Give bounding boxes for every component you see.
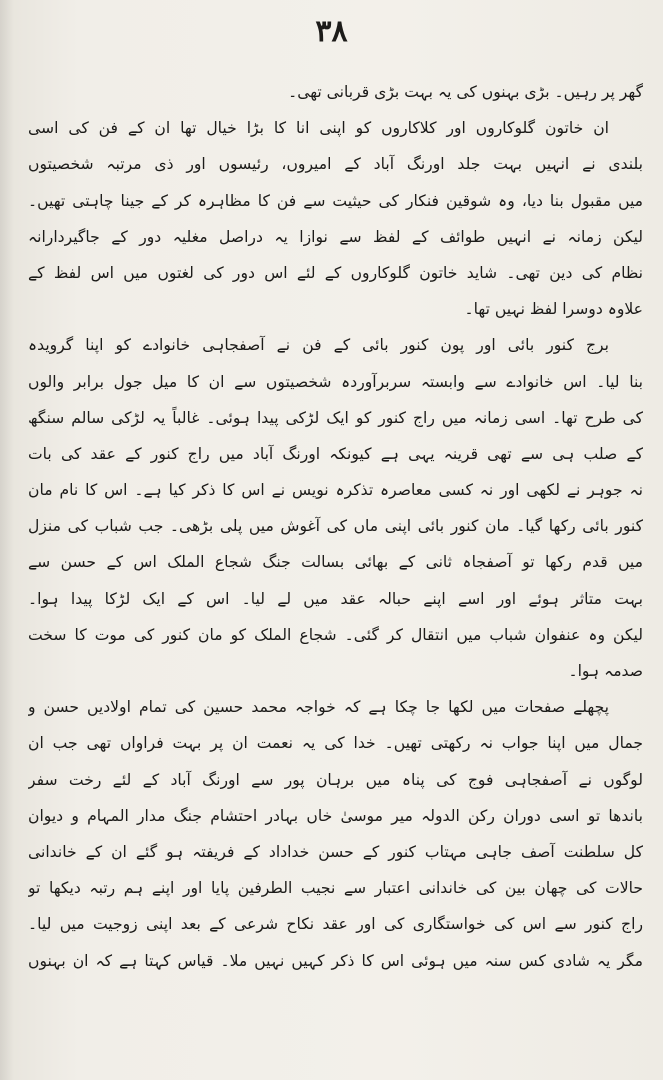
text-line: مگر یہ شادی کس سنہ میں ہوئی اس کا ذکر کہیں نہیں ملا۔ قیاس کہتا ہے کہ ان بہنوں	[28, 951, 643, 970]
text-line: جمال میں اپنا جواب نہ رکھتی تھیں۔ خدا کی یہ نعمت ان پر بہت فراواں تھی جب ان	[28, 734, 643, 753]
text-line: کے صلب ہی سے تھی قرینہ یہی ہے کیونکہ اورنگ آباد میں راج کنور کے عقد کی بات	[28, 444, 643, 463]
text-line: کل سلطنت آصف جاہی مہتاب کنور کے حسن خداداد کے فریفتہ ہو گئے ان کے خاندانی	[28, 842, 643, 861]
page-gutter-shadow	[0, 0, 14, 1080]
text-line: حالات کی چھان بین کی خاندانی اعتبار سے نجیب الطرفین پایا اور اپنے ہم رتبہ دیکھا تو	[28, 879, 643, 898]
text-line: لوگوں نے آصفجاہی فوج کی پناہ میں برہان پور سے اورنگ آباد کے لئے رخت سفر	[28, 770, 643, 789]
text-line: بہت متاثر ہوئے اور اسے اپنے حبالہ عقد میں لے لیا۔ اس کے ایک لڑکا پیدا ہوا۔	[28, 589, 643, 608]
text-line: باندھا تو اسی دوران رکن الدولہ میر موسیٰ خاں بہادر احتشام جنگ مدار المہام و دیوان	[28, 806, 643, 825]
text-line: گھر پر رہیں۔ بڑی بہنوں کی یہ بہت بڑی قربانی تھی۔	[288, 83, 643, 101]
text-line: لیکن وہ عنفوان شباب میں انتقال کر گئی۔ شجاع الملک کو مان کنور کی موت کا سخت	[28, 625, 643, 644]
text-line: پچھلے صفحات میں لکھا جا چکا ہے کہ خواجہ محمد حسین کی تمام اولادیں حسن و	[28, 698, 609, 717]
text-line: صدمہ ہوا۔	[568, 662, 643, 680]
text-line: راج کنور سے اس کی خواستگاری کی اور عقد نکاح شرعی کے بعد اپنی زوجیت میں لیا۔	[28, 915, 643, 934]
text-line: نظام کی دین تھی۔ شاید خاتون گلوکاروں کے لئے اس دور کی لغتوں میں اس لفظ کے	[28, 263, 643, 282]
page-number: ۳۸	[315, 14, 348, 49]
text-line: میں مقبول بنا دیا، وہ شوقین فنکار کی حیثیت سے فن کا مظاہرہ کر کے جینا چاہتی تھیں۔	[28, 191, 643, 210]
text-line: لیکن زمانہ نے انہیں طوائف کے لفظ سے نوازا یہ دراصل مغلیہ دور کے جاگیردارانہ	[28, 227, 643, 246]
text-line: بلندی نے انہیں بہت جلد اورنگ آباد کے امیروں، رئیسوں اور ذی مرتبہ شخصیتوں	[28, 155, 643, 174]
body-text	[28, 74, 643, 979]
text-line: بنا لیا۔ اس خانوادے سے وابستہ سربرآوردہ شخصیتوں سے ان کا میل جول برابر والوں	[28, 372, 643, 391]
text-line: کی طرح تھا۔ اسی زمانہ میں راج کنور کو ایک لڑکی پیدا ہوئی۔ غالباً یہ لڑکی سالم سنگھ	[28, 408, 643, 427]
text-line: علاوہ دوسرا لفظ نہیں تھا۔	[464, 300, 643, 319]
text-line: نہ جوہر نے لکھی اور نہ کسی معاصرہ تذکرہ نویس نے اس کا ذکر کیا ہے۔ اس کا نام مان	[28, 481, 643, 500]
text-line: برج کنور بائی اور پون کنور بائی کے فن نے آصفجاہی خانوادے کو اپنا گرویدہ	[28, 336, 609, 355]
text-line: ان خاتون گلوکاروں اور کلاکاروں کو اپنی انا کا بڑا خیال تھا ان کے فن کی اسی	[28, 119, 609, 138]
text-line: کنور بائی رکھا گیا۔ مان کنور بائی اپنی ماں کی آغوش میں پلی بڑھی۔ جب شباب کی منزل	[28, 517, 643, 536]
text-line: میں قدم رکھا تو آصفجاہ ثانی کے بھائی بسالت جنگ شجاع الملک اس کے حسن سے	[28, 553, 643, 572]
